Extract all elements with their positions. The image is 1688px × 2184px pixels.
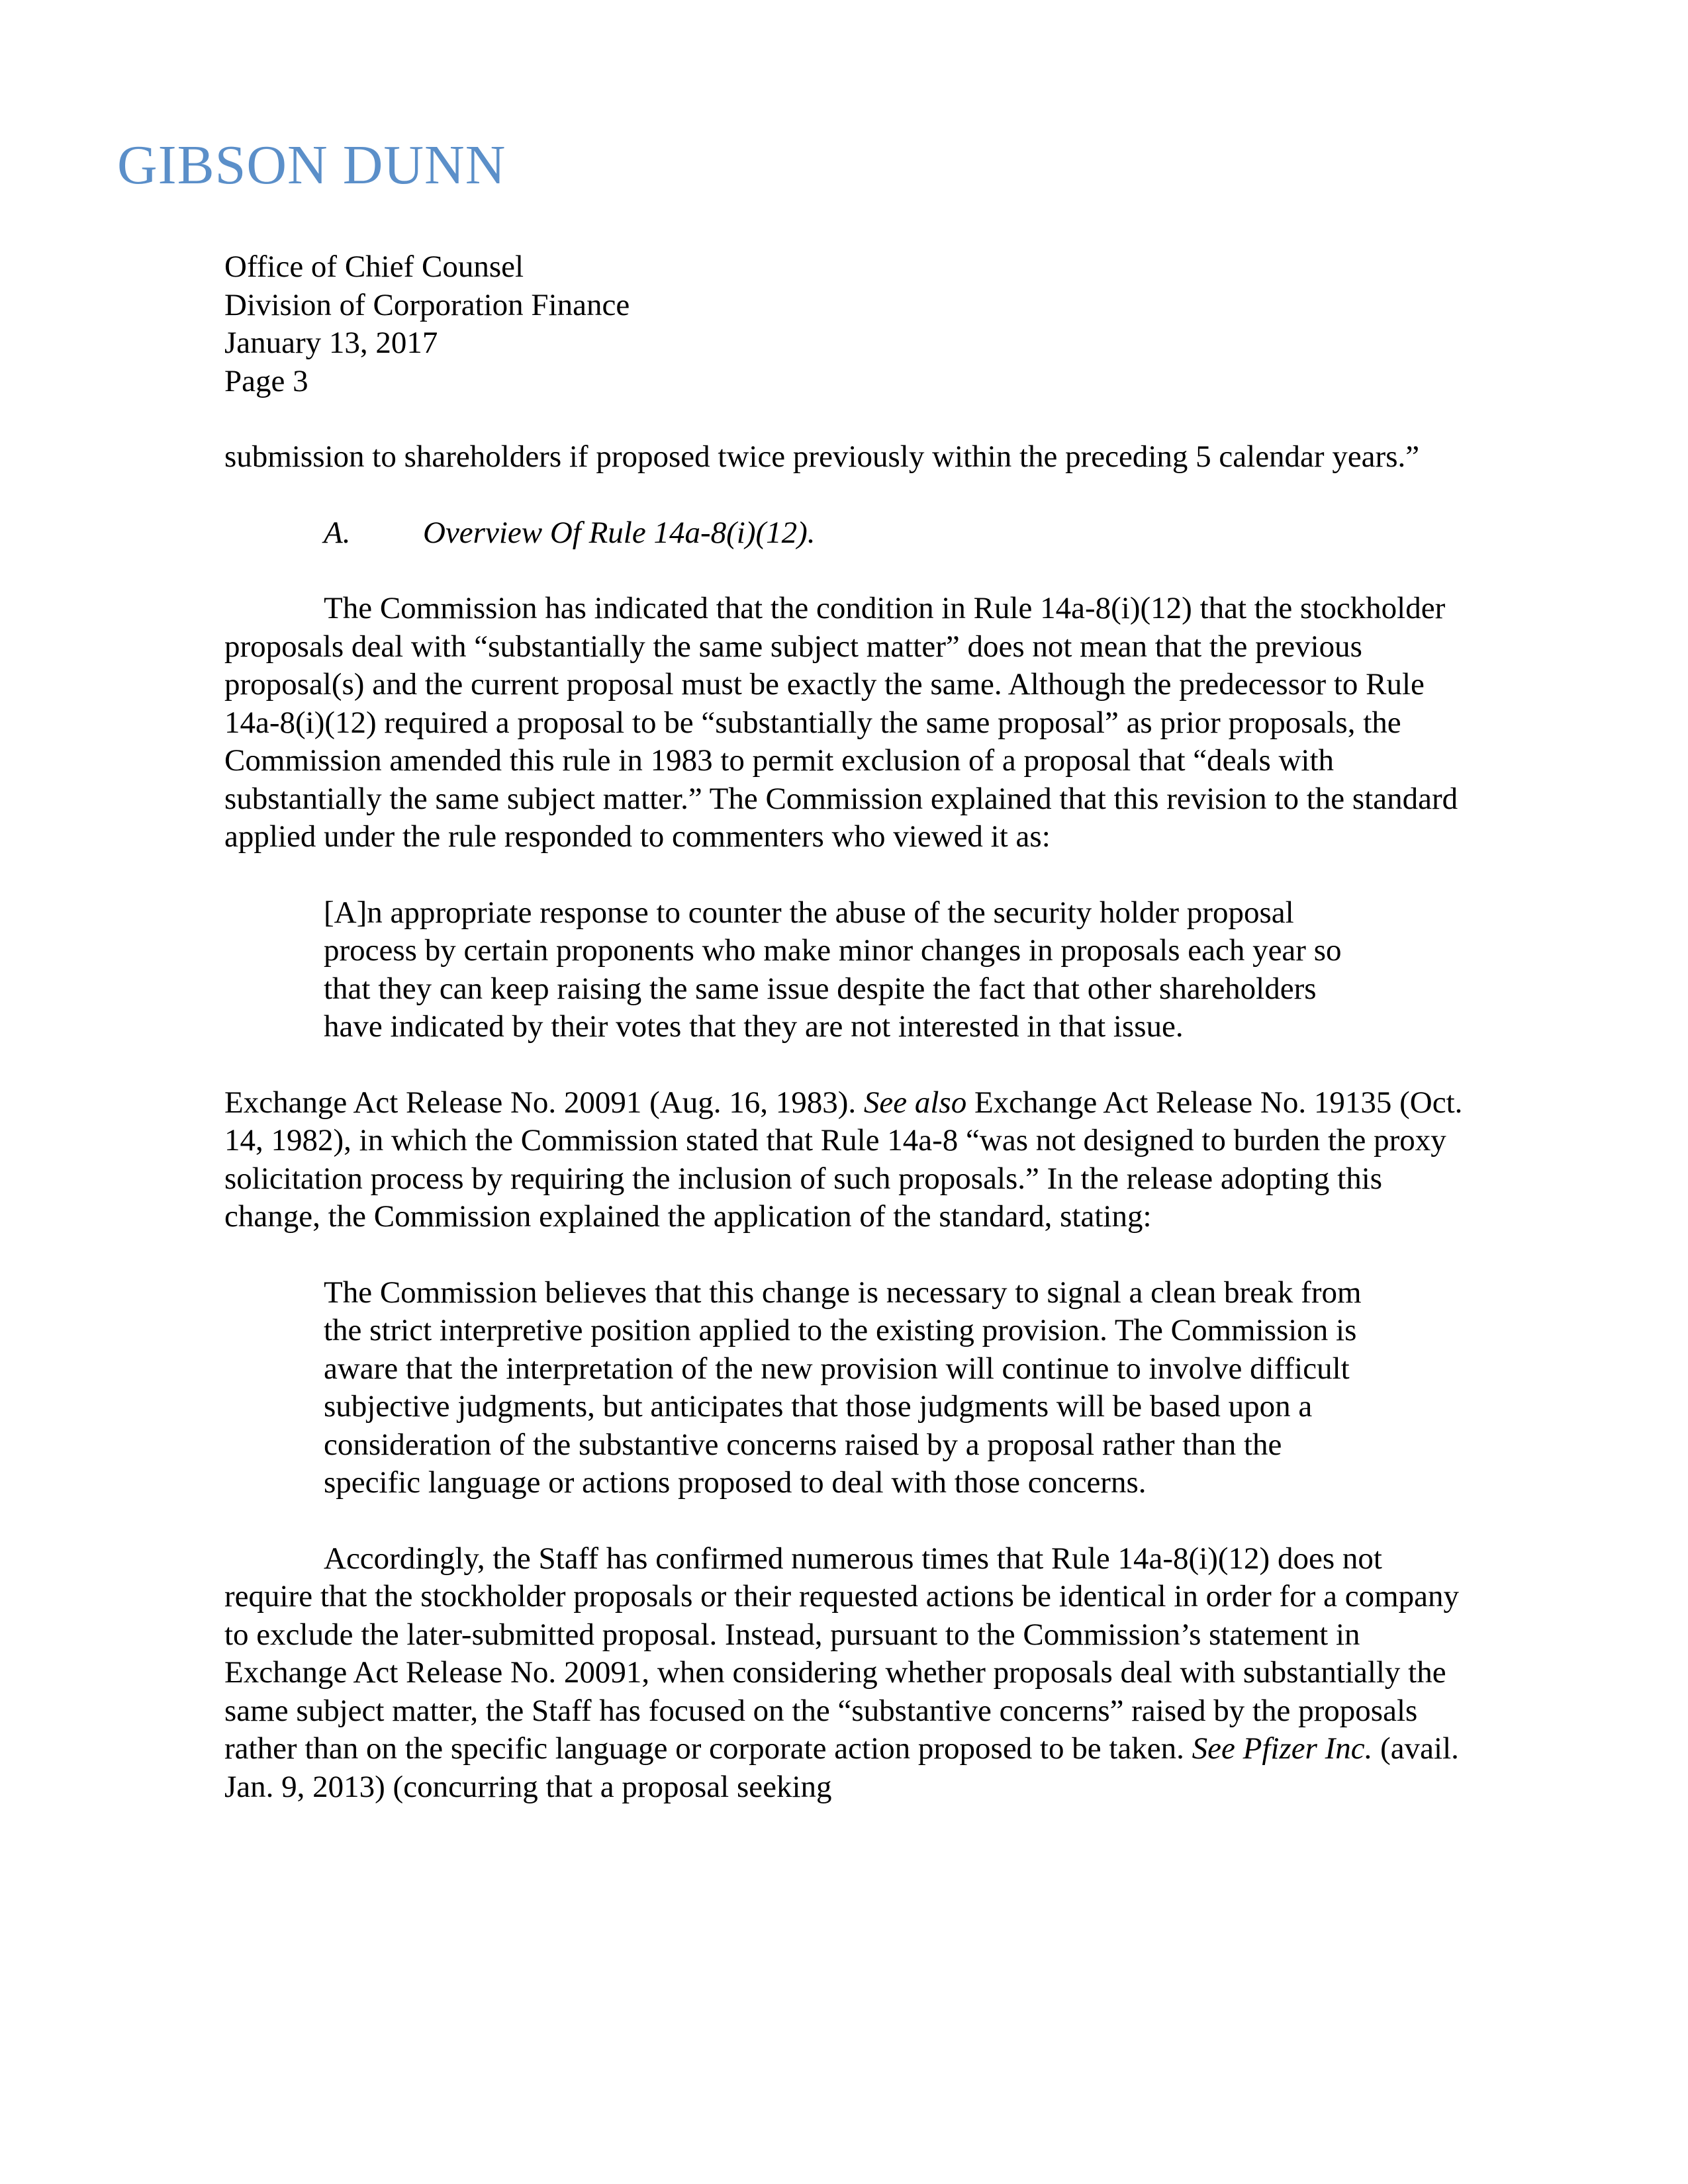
case-citation: See Pfizer Inc. [1192,1731,1373,1766]
paragraph-text: Accordingly, the Staff has confirmed numerous times that Rule 14a-8(i)(12) does not require that the stockholder proposals or their requested actions be identical in order for a company to exclude the later-submitted proposal. Instead, pursuant to the Commission’s statement in Exchange Act Release No. 20091, when considering whether proposals deal with substantially the same subject matter, the Staff has focused on the “substantive concerns” raised by the proposals rather than on the specific language or corporate action proposed to be taken. [224,1541,1459,1766]
paragraph-staff-confirmed [224,1540,1469,1807]
paragraph-text: (avail. Jan. 9, 2013) (concurring that a proposal seeking [224,1731,1459,1804]
paragraph-text: Exchange Act Release No. 19135 (Oct. 14, 1982), in which the Commission stated that Rule 14a-8 “was not designed to burden the proxy solicitation process by requiring the inclusion of such proposals.” In the release adopting this change, the Commission explained the application of the standard, stating: [224,1085,1463,1234]
section-title: Overview Of Rule 14a-8(i)(12). [423,515,816,550]
block-quote-clean-break: The Commission believes that this change is necessary to signal a clean break from the strict interpretive position applied to the existing provision. The Commission is aware that the interpretation of the new provision will continue to involve difficult subjective judgments, but anticipates that those judgments will be based upon a consideration of the substantive concerns raised by a proposal rather than the specific language or actions proposed to deal with those concerns. [324,1275,1362,1500]
header-page-number: Page 3 [224,363,308,398]
continuation-paragraph: submission to shareholders if proposed twice previously within the preceding 5 calendar years.” [224,439,1420,474]
section-letter: A. [324,515,351,550]
firm-logo [117,134,506,196]
header-division: Division of Corporation Finance [224,287,630,322]
paragraph-commission-indicated: The Commission has indicated that the condition in Rule 14a-8(i)(12) that the stockholder proposals deal with “substantially the same subject matter” does not mean that the previous proposal(s) and the current proposal must be exactly the same. Although the predecessor to Rule 14a-8(i)(12) required a proposal to be “substantially the same proposal” as prior proposals, the Commission amended this rule in 1983 to permit exclusion of a proposal that “deals with substantially the same subject matter.” The Commission explained that this revision to the standard applied under the rule responded to commenters who viewed it as: [224,591,1458,854]
letter-page [224,248,1469,1806]
header-date: January 13, 2017 [224,326,438,360]
paragraph-exchange-act-release [224,1084,1469,1236]
paragraph-text: Exchange Act Release No. 20091 (Aug. 16, 1983). [224,1085,864,1120]
header-recipient: Office of Chief Counsel [224,250,524,284]
block-quote-abuse: [A]n appropriate response to counter the abuse of the security holder proposal process by certain proponents who make minor changes in proposals each year so that they can keep raising the same issue despite the fact that other shareholders have indicated by their votes that they are not interested in that issue. [324,895,1342,1044]
letter-header [224,248,1469,400]
section-heading [224,514,1469,553]
citation-signal: See also [863,1085,967,1120]
firm-logo-text: GIBSON DUNN [117,134,506,196]
